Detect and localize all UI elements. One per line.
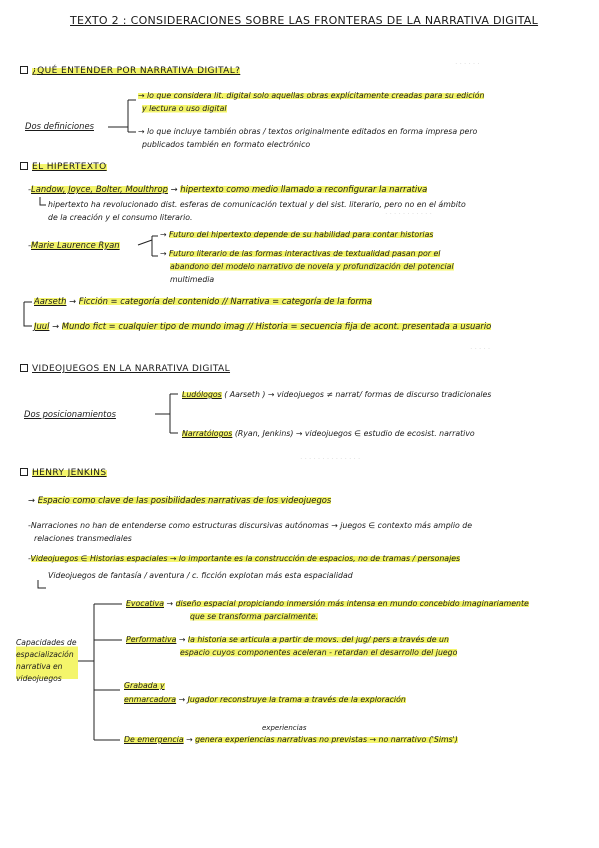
emergence-correction: experiencias (262, 724, 307, 732)
capability-performative: Performativa → la historia se articula a partir de movs. del jug/ pers a través de un (126, 635, 449, 644)
positions-label: Dos posicionamientos (24, 409, 116, 419)
definition-1: → lo que considera lit. digital solo aquellas obras explícitamente creadas para su edición (138, 91, 485, 100)
jenkins-narrations-cont: relaciones transmediales (34, 534, 132, 543)
capability-framing: Grabada y (124, 681, 165, 690)
position-ludologists: Ludólogos ( Aarseth ) → videojuegos ≠ narrat/ formas de discurso tradicionales (182, 390, 492, 399)
section-heading-definitions: ¿QUÉ ENTENDER POR NARRATIVA DIGITAL? (20, 66, 240, 77)
capability-emergence: De emergencia → genera experiencias narrativas no previstas → no narrativo ('Sims') (124, 735, 458, 744)
ryan-future-1: → Futuro del hipertexto depende de su habilidad para contar historias (160, 230, 434, 239)
definitions-label: Dos definiciones (25, 121, 94, 131)
capability-evocative-cont: que se transforma parcialmente. (190, 612, 319, 621)
checkbox-icon (20, 468, 28, 476)
notes-page: · · · · · · · · · · · · · · · · · · · · · · · · · · · · · · · · · · · · TEXTO 2 : CONSIDERACIONES SOBRE LAS FRONTERAS DE LA NARRATIVA DIGITAL ¿QUÉ ENTENDER POR NARRATIVA DIGITAL? Dos definiciones → lo que considera lit. digital solo aquellas obras explícitamente creadas para su edición y lectura o uso digital → lo que incluye también obras / textos originalmente editados en forma impresa pero publicados también en formato electrónico EL HIPERTEXTO -Landow, Joyce, Bolter, Moulthrop → hipertexto como medio llamado a reconfigurar la narrativa hipertexto ha revolucionado dist. esferas de comunicación textual y del sist. literario, pero no en el ámbito de la creación y el consumo literario. -Marie Laurence Ryan → Futuro del hipertexto depende de su habilidad para contar historias → Futuro literario de las formas interactivas de textualidad pasan por el abandono del modelo narrativo de novela y profundización del potencial multimedia Aarseth → Ficción = categoría del contenido // Narrativa = categoría de la forma Juul → Mundo fict = cualquier tipo de mundo imag // Historia = secuencia fija de acont. presentada a usuario VIDEOJUEGOS EN LA NARRATIVA DIGITAL Dos posicionamientos Ludólogos ( Aarseth ) → videojuegos ≠ narrat/ formas de discurso tradicionales Narratólogos (Ryan, Jenkins) → videojuegos ∈ estudio de ecosist. narrativo HENRY JENKINS → Espacio como clave de las posibilidades narrativas de los videojuegos -Narraciones no han de entenderse como estructuras discursivas autónomas → juegos ∈ contexto más amplio de relaciones transmediales -Videojuegos ∈ Historias espaciales → lo importante es la construcción de espacios, no de tramas / personajes Videojuegos de fantasía / aventura / c. ficción explotan más esta espacialidad Capacidades de espacialización narrativa en videojuegos Evocativa → diseño espacial propiciando inmersión más intensa en mundo concebido imaginariamente que se transforma parcialmente. Performativa → la historia se articula a partir de movs. del jug/ pers a través de un espacio cuyos componentes aceleran - retardan el desarrollo del juego Grabada y enmarcadora → Jugador reconstruye la trama a través de la exploración experiencias De emergencia → genera experiencias narrativas no previstas → no narrativo ('Sims') (0, 0, 599, 848)
jenkins-spatial-stories: -Videojuegos ∈ Historias espaciales → lo importante es la construcción de espacios, no de tramas / personajes (28, 554, 461, 563)
jenkins-narrations: -Narraciones no han de entenderse como estructuras discursivas autónomas → juegos ∈ contexto más amplio de (28, 521, 473, 530)
ryan-future-2: → Futuro literario de las formas interactivas de textualidad pasan por el (160, 249, 441, 258)
position-narratologists: Narratólogos (Ryan, Jenkins) → videojuegos ∈ estudio de ecosist. narrativo (182, 429, 475, 438)
author-aarseth: Aarseth → Ficción = categoría del contenido // Narrativa = categoría de la forma (34, 296, 373, 306)
jenkins-genres: Videojuegos de fantasía / aventura / c. ficción explotan más esta espacialidad (48, 571, 353, 580)
hypertext-note: hipertexto ha revolucionado dist. esferas de comunicación textual y del sist. literario, pero no en el ámbito (48, 200, 466, 209)
checkbox-icon (20, 162, 28, 170)
ryan-future-2-end: multimedia (170, 275, 215, 284)
definition-2: → lo que incluye también obras / textos originalmente editados en forma impresa pero (138, 127, 478, 136)
section-heading-videogames: VIDEOJUEGOS EN LA NARRATIVA DIGITAL (20, 364, 230, 375)
checkbox-icon (20, 364, 28, 372)
capability-evocative: Evocativa → diseño espacial propiciando inmersión más intensa en mundo concebido imaginariamente (126, 599, 529, 608)
capabilities-label: Capacidades de espacialización narrativa en videojuegos (16, 638, 77, 683)
checkbox-icon (20, 66, 28, 74)
capability-performative-cont: espacio cuyos componentes aceleran - retardan el desarrollo del juego (180, 648, 458, 657)
hypertext-note-cont: de la creación y el consumo literario. (48, 213, 193, 222)
author-ryan: -Marie Laurence Ryan (28, 240, 120, 250)
page-title: TEXTO 2 : CONSIDERACIONES SOBRE LAS FRONTERAS DE LA NARRATIVA DIGITAL (70, 14, 539, 27)
ryan-future-2-cont: abandono del modelo narrativo de novela y profundización del potencial (170, 262, 454, 271)
capability-framing-cont: enmarcadora → Jugador reconstruye la trama a través de la exploración (124, 695, 406, 704)
jenkins-space-key: → Espacio como clave de las posibilidades narrativas de los videojuegos (28, 495, 332, 505)
section-heading-jenkins: HENRY JENKINS (20, 468, 107, 479)
section-heading-hypertext: EL HIPERTEXTO (20, 162, 107, 173)
author-juul: Juul → Mundo fict = cualquier tipo de mundo imag // Historia = secuencia fija de acont. presentada a usuario (34, 321, 492, 331)
author-group-landow: -Landow, Joyce, Bolter, Moulthrop → hipertexto como medio llamado a reconfigurar la narrativa (28, 184, 428, 194)
definition-1-cont: y lectura o uso digital (142, 104, 227, 113)
definition-2-cont: publicados también en formato electrónico (142, 140, 311, 149)
